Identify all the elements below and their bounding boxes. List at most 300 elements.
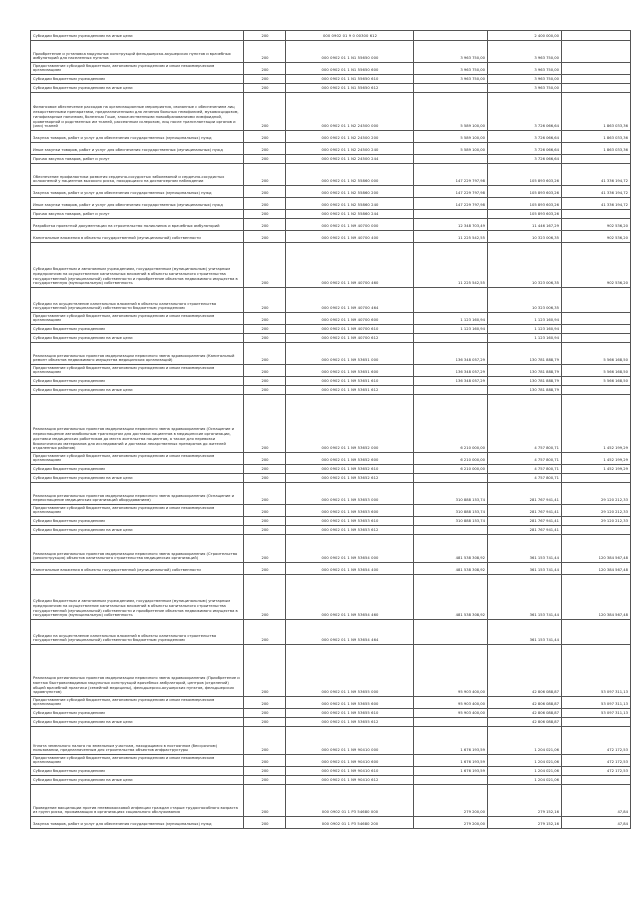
row-approved-cell: 1 676 193,59 xyxy=(414,727,488,755)
table-row xyxy=(31,465,631,474)
row-unexecuted-cell xyxy=(562,41,631,63)
row-classification-cell: 000 0902 01 1 N9 40700 612 xyxy=(286,334,414,343)
row-executed-cell: 3 726 066,64 xyxy=(488,143,562,155)
row-classification-cell: 000 0902 01 1 N9 90410 610 xyxy=(286,767,414,776)
row-unexecuted-cell xyxy=(562,386,631,395)
row-code-cell: 200 xyxy=(244,243,286,288)
row-classification-cell: 000 0902 01 1 N9 40700 400 xyxy=(286,231,414,243)
row-approved-cell: 5 589 100,00 xyxy=(414,93,488,131)
row-name-cell: Субсидии на осуществление капитальных вложений в объекты капитального строительства государственной (муниципальной) собственности бюджетным учреждениям xyxy=(31,620,244,645)
row-executed-cell: 3 963 750,00 xyxy=(488,63,562,75)
row-approved-cell: 310 888 153,74 xyxy=(414,517,488,526)
row-code-cell: 200 xyxy=(244,727,286,755)
table-row xyxy=(31,155,631,164)
row-code-cell: 200 xyxy=(244,817,286,829)
row-code-cell: 200 xyxy=(244,75,286,84)
table-row xyxy=(31,31,631,41)
table-row xyxy=(31,84,631,93)
row-executed-cell: 1 123 160,94 xyxy=(488,334,562,343)
row-executed-cell: 4 757 800,71 xyxy=(488,474,562,483)
row-approved-cell: 279 200,00 xyxy=(414,785,488,817)
row-unexecuted-cell: 902 536,20 xyxy=(562,231,631,243)
row-executed-cell: 3 726 066,64 xyxy=(488,131,562,143)
table-row xyxy=(31,483,631,505)
table-row xyxy=(31,41,631,63)
table-row xyxy=(31,343,631,365)
row-unexecuted-cell: 29 120 212,33 xyxy=(562,483,631,505)
row-executed-cell: 3 963 750,00 xyxy=(488,84,562,93)
row-approved-cell: 95 903 400,00 xyxy=(414,697,488,709)
row-executed-cell: 4 757 800,71 xyxy=(488,453,562,465)
row-unexecuted-cell: 1 452 199,29 xyxy=(562,465,631,474)
row-name-cell: Субсидии на осуществление капитальных вложений в объекты капитального строительства государственной (муниципальной) собственности бюджетным учреждениям xyxy=(31,288,244,313)
row-approved-cell: 6 210 000,00 xyxy=(414,465,488,474)
row-code-cell: 200 xyxy=(244,526,286,535)
row-name-cell: Закупка товаров, работ и услуг для обеспечения государственных (муниципальных) нужд xyxy=(31,817,244,829)
row-unexecuted-cell: 1 452 199,29 xyxy=(562,395,631,453)
table-row xyxy=(31,143,631,155)
row-classification-cell: 000 0902 01 1 N1 55650 610 xyxy=(286,75,414,84)
row-approved-cell: 1 676 193,59 xyxy=(414,755,488,767)
row-unexecuted-cell: 41 336 194,72 xyxy=(562,164,631,186)
table-row xyxy=(31,231,631,243)
row-unexecuted-cell xyxy=(562,288,631,313)
row-classification-cell: 000 0902 01 1 N9 53655 000 xyxy=(286,645,414,697)
table-row xyxy=(31,755,631,767)
row-code-cell: 200 xyxy=(244,63,286,75)
row-approved-cell: 147 229 797,98 xyxy=(414,186,488,198)
row-code-cell: 200 xyxy=(244,767,286,776)
row-name-cell: Субсидии бюджетным учреждениям xyxy=(31,75,244,84)
row-code-cell: 200 xyxy=(244,155,286,164)
table-row xyxy=(31,709,631,718)
row-unexecuted-cell: 29 120 212,33 xyxy=(562,505,631,517)
row-name-cell: Субсидии бюджетным и автономным учреждениям, государственным (муниципальным) унитарным предприятиям на осуществление капитальных вложений в объекты капитального строительства государственной (муниципальной) собственности и приобретение объектов недвижимого имущества в государственную (муниципальную) собственность xyxy=(31,243,244,288)
row-code-cell: 200 xyxy=(244,334,286,343)
table-row xyxy=(31,645,631,697)
row-unexecuted-cell: 472 172,53 xyxy=(562,767,631,776)
row-approved-cell: 3 963 750,00 xyxy=(414,75,488,84)
row-executed-cell: 130 781 888,79 xyxy=(488,386,562,395)
row-name-cell: Приобретение и установка модульных конструкций фельдшерско-акушерских пунктов и врачебных амбулаторий для населенных пунктов xyxy=(31,41,244,63)
row-name-cell: Субсидии бюджетным учреждениям на иные цели xyxy=(31,84,244,93)
budget-execution-table xyxy=(30,30,631,829)
row-code-cell: 200 xyxy=(244,453,286,465)
row-approved-cell xyxy=(414,386,488,395)
row-classification-cell: 000 0902 01 9 0 00300 612 xyxy=(286,31,414,41)
table-row xyxy=(31,453,631,465)
row-unexecuted-cell xyxy=(562,718,631,727)
row-code-cell: 200 xyxy=(244,210,286,219)
row-approved-cell: 95 903 400,00 xyxy=(414,645,488,697)
row-unexecuted-cell: 1 863 033,36 xyxy=(562,143,631,155)
row-unexecuted-cell: 53 097 311,13 xyxy=(562,645,631,697)
row-approved-cell: 3 963 750,00 xyxy=(414,41,488,63)
row-name-cell: Субсидии бюджетным учреждениям xyxy=(31,465,244,474)
table-row xyxy=(31,210,631,219)
row-executed-cell: 361 153 741,44 xyxy=(488,620,562,645)
row-approved-cell: 11 225 542,55 xyxy=(414,243,488,288)
row-classification-cell: 000 0902 01 1 N9 53651 610 xyxy=(286,377,414,386)
table-row xyxy=(31,377,631,386)
row-approved-cell: 310 888 153,74 xyxy=(414,505,488,517)
row-executed-cell: 281 767 941,41 xyxy=(488,526,562,535)
row-classification-cell: 000 0902 01 1 N9 53655 610 xyxy=(286,709,414,718)
row-executed-cell: 4 757 800,71 xyxy=(488,465,562,474)
table-row xyxy=(31,219,631,231)
table-row xyxy=(31,620,631,645)
row-name-cell: Проведение вакцинации против пневмококковой инфекции граждан старше трудоспособного возраста из групп риска, проживающих в организациях социального обслуживания xyxy=(31,785,244,817)
row-unexecuted-cell: 41 336 194,72 xyxy=(562,186,631,198)
row-unexecuted-cell: 53 097 311,13 xyxy=(562,697,631,709)
row-code-cell: 200 xyxy=(244,131,286,143)
row-code-cell: 200 xyxy=(244,41,286,63)
row-name-cell: Предоставление субсидий бюджетным, автономным учреждениям и иным некоммерческим организациям xyxy=(31,63,244,75)
row-name-cell: Капитальные вложения в объекты государственной (муниципальной) собственности xyxy=(31,231,244,243)
row-executed-cell: 361 153 741,44 xyxy=(488,535,562,563)
table-row xyxy=(31,526,631,535)
row-code-cell: 200 xyxy=(244,755,286,767)
row-executed-cell: 105 893 603,26 xyxy=(488,186,562,198)
table-row xyxy=(31,63,631,75)
row-approved-cell xyxy=(414,288,488,313)
row-name-cell: Субсидии бюджетным учреждениям xyxy=(31,517,244,526)
row-code-cell: 200 xyxy=(244,313,286,325)
row-classification-cell: 000 0902 01 1 N9 53652 612 xyxy=(286,474,414,483)
row-approved-cell: 1 123 160,94 xyxy=(414,313,488,325)
row-approved-cell xyxy=(414,526,488,535)
row-classification-cell: 000 0902 01 1 N9 40700 000 xyxy=(286,219,414,231)
row-executed-cell: 281 767 941,41 xyxy=(488,483,562,505)
row-unexecuted-cell: 53 097 311,13 xyxy=(562,709,631,718)
row-approved-cell: 3 963 750,00 xyxy=(414,63,488,75)
row-unexecuted-cell: 472 172,53 xyxy=(562,755,631,767)
row-executed-cell: 10 323 006,35 xyxy=(488,243,562,288)
row-code-cell: 200 xyxy=(244,620,286,645)
row-approved-cell: 481 538 308,92 xyxy=(414,563,488,575)
row-code-cell: 200 xyxy=(244,535,286,563)
row-approved-cell: 147 229 797,98 xyxy=(414,198,488,210)
row-unexecuted-cell: 472 172,53 xyxy=(562,727,631,755)
row-name-cell: Субсидии бюджетным учреждениям на иные цели xyxy=(31,334,244,343)
row-unexecuted-cell: 902 536,20 xyxy=(562,243,631,288)
row-classification-cell: 000 0902 01 1 N9 40700 610 xyxy=(286,325,414,334)
table-row xyxy=(31,517,631,526)
row-classification-cell: 000 0902 01 1 N9 53654 464 xyxy=(286,620,414,645)
row-approved-cell xyxy=(414,84,488,93)
row-code-cell: 200 xyxy=(244,198,286,210)
row-classification-cell: 000 0902 01 1 N9 53653 610 xyxy=(286,517,414,526)
row-approved-cell: 481 538 308,92 xyxy=(414,575,488,620)
table-row xyxy=(31,198,631,210)
table-row xyxy=(31,776,631,785)
row-approved-cell xyxy=(414,31,488,41)
row-name-cell: Предоставление субсидий бюджетным, автономным учреждениям и иным некоммерческим организациям xyxy=(31,697,244,709)
row-unexecuted-cell xyxy=(562,155,631,164)
row-unexecuted-cell xyxy=(562,474,631,483)
row-code-cell: 200 xyxy=(244,465,286,474)
row-classification-cell: 000 0902 01 1 N2 55860 000 xyxy=(286,164,414,186)
row-name-cell: Обеспечение профилактики развития сердечно-сосудистых заболеваний и сердечно-сосудистых осложнений у пациентов высокого риска, находящихся на диспансерном наблюдении xyxy=(31,164,244,186)
row-name-cell: Субсидии бюджетным учреждениям xyxy=(31,709,244,718)
row-classification-cell: 000 0902 01 1 N9 53652 610 xyxy=(286,465,414,474)
row-classification-cell: 000 0902 01 1 N9 53651 000 xyxy=(286,343,414,365)
row-executed-cell: 105 893 603,26 xyxy=(488,198,562,210)
row-classification-cell: 000 0902 01 1 N9 53652 000 xyxy=(286,395,414,453)
row-name-cell: Субсидии бюджетным учреждениям на иные цели xyxy=(31,526,244,535)
row-unexecuted-cell: 5 566 168,50 xyxy=(562,377,631,386)
row-name-cell: Иные закупки товаров, работ и услуг для обеспечения государственных (муниципальных) нужд xyxy=(31,143,244,155)
row-classification-cell: 000 0902 01 1 N2 24500 244 xyxy=(286,155,414,164)
row-classification-cell: 000 0902 01 1 N2 55860 240 xyxy=(286,198,414,210)
row-unexecuted-cell: 5 566 168,50 xyxy=(562,343,631,365)
row-classification-cell: 000 0902 01 1 N2 55860 200 xyxy=(286,186,414,198)
row-approved-cell: 1 676 193,59 xyxy=(414,767,488,776)
row-name-cell: Предоставление субсидий бюджетным, автономным учреждениям и иным некоммерческим организациям xyxy=(31,505,244,517)
row-approved-cell xyxy=(414,210,488,219)
row-code-cell: 200 xyxy=(244,785,286,817)
row-classification-cell: 000 0902 01 1 N9 53651 612 xyxy=(286,386,414,395)
row-name-cell: Предоставление субсидий бюджетным, автономным учреждениям и иным некоммерческим организациям xyxy=(31,313,244,325)
row-approved-cell: 279 200,00 xyxy=(414,817,488,829)
table-row xyxy=(31,334,631,343)
row-executed-cell: 130 781 888,79 xyxy=(488,343,562,365)
row-code-cell: 200 xyxy=(244,645,286,697)
row-approved-cell xyxy=(414,776,488,785)
row-unexecuted-cell xyxy=(562,526,631,535)
row-approved-cell: 136 348 057,29 xyxy=(414,377,488,386)
row-name-cell: Прочая закупка товаров, работ и услуг xyxy=(31,210,244,219)
row-executed-cell: 1 204 021,06 xyxy=(488,776,562,785)
row-code-cell: 200 xyxy=(244,31,286,41)
row-name-cell: Предоставление субсидий бюджетным, автономным учреждениям и иным некоммерческим организациям xyxy=(31,453,244,465)
row-classification-cell: 000 0902 01 1 N9 40700 600 xyxy=(286,313,414,325)
row-classification-cell: 000 0902 01 1 N9 53654 460 xyxy=(286,575,414,620)
row-executed-cell: 281 767 941,41 xyxy=(488,505,562,517)
table-row xyxy=(31,718,631,727)
row-name-cell: Иные закупки товаров, работ и услуг для обеспечения государственных (муниципальных) нужд xyxy=(31,198,244,210)
row-approved-cell: 11 225 542,55 xyxy=(414,231,488,243)
row-unexecuted-cell: 47,84 xyxy=(562,817,631,829)
row-classification-cell: 000 0902 01 1 N9 53655 600 xyxy=(286,697,414,709)
report-page xyxy=(30,30,630,829)
row-code-cell: 200 xyxy=(244,84,286,93)
row-executed-cell: 3 726 066,64 xyxy=(488,93,562,131)
row-code-cell: 200 xyxy=(244,517,286,526)
row-name-cell: Реализация региональных проектов модернизации первичного звена здравоохранения (Приобретение и монтаж быстровозводимых модульных конструкций врачебных амбулаторий, центров (отделений) общей врачебной практики (семейной медицины), фельдшерско-акушерских пунктов, фельдшерских здравпунктов) xyxy=(31,645,244,697)
row-classification-cell: 000 0902 01 1 N9 53653 000 xyxy=(286,483,414,505)
row-unexecuted-cell: 1 452 199,29 xyxy=(562,453,631,465)
row-name-cell: Субсидии бюджетным учреждениям xyxy=(31,767,244,776)
row-code-cell: 200 xyxy=(244,386,286,395)
row-name-cell: Субсидии бюджетным учреждениям xyxy=(31,377,244,386)
row-approved-cell: 5 589 100,00 xyxy=(414,143,488,155)
row-unexecuted-cell xyxy=(562,210,631,219)
row-name-cell: Субсидии бюджетным учреждениям на иные цели xyxy=(31,718,244,727)
row-name-cell: Финансовое обеспечение расходов на организационные мероприятия, связанные с обеспечением лиц лекарственными препаратами, предназначенными для лечения больных гемофилией, муковисцидозом, гипофизарным нанизмом, болезнью Гоше, злокачественными новообразованиями лимфоидной, кроветворной и родственных им тканей, рассеянным склерозом, лиц после трансплантации органов и (или) тканей xyxy=(31,93,244,131)
row-name-cell: Реализация региональных проектов модернизации первичного звена здравоохранения (Строительство (реконструкция) объектов капитального строительства медицинских организаций) xyxy=(31,535,244,563)
row-classification-cell: 000 0902 01 1 N2 24500 240 xyxy=(286,143,414,155)
row-executed-cell: 279 152,16 xyxy=(488,785,562,817)
table-row xyxy=(31,727,631,755)
row-executed-cell: 130 781 888,79 xyxy=(488,377,562,386)
row-name-cell: Субсидии бюджетным учреждениям xyxy=(31,325,244,334)
row-executed-cell: 42 806 088,87 xyxy=(488,697,562,709)
row-code-cell: 200 xyxy=(244,395,286,453)
table-row xyxy=(31,395,631,453)
row-name-cell: Уплата земельного налога по земельным участкам, находящимся в постоянном (бессрочном) пользовании, предназначенным для строительства объектов инфраструктуры xyxy=(31,727,244,755)
row-classification-cell: 000 0902 01 1 N2 24500 000 xyxy=(286,93,414,131)
row-code-cell: 200 xyxy=(244,776,286,785)
row-classification-cell: 000 0902 01 1 N9 53653 612 xyxy=(286,526,414,535)
row-classification-cell: 000 0902 01 1 P3 54680 000 xyxy=(286,785,414,817)
row-code-cell: 200 xyxy=(244,143,286,155)
row-name-cell: Прочая закупка товаров, работ и услуг xyxy=(31,155,244,164)
row-classification-cell: 000 0902 01 1 N9 90410 000 xyxy=(286,727,414,755)
row-executed-cell: 3 963 750,00 xyxy=(488,41,562,63)
row-unexecuted-cell xyxy=(562,31,631,41)
row-approved-cell: 12 348 703,49 xyxy=(414,219,488,231)
table-row xyxy=(31,325,631,334)
row-classification-cell: 000 0902 01 1 N1 55650 612 xyxy=(286,84,414,93)
row-name-cell: Субсидии бюджетным учреждениям на иные цели xyxy=(31,776,244,785)
row-unexecuted-cell xyxy=(562,776,631,785)
row-classification-cell: 000 0902 01 1 N1 55650 600 xyxy=(286,63,414,75)
row-unexecuted-cell: 120 384 567,48 xyxy=(562,563,631,575)
table-row xyxy=(31,767,631,776)
row-executed-cell: 3 726 066,64 xyxy=(488,155,562,164)
row-unexecuted-cell xyxy=(562,325,631,334)
row-executed-cell: 42 806 088,87 xyxy=(488,709,562,718)
row-classification-cell: 000 0902 01 1 N9 90410 600 xyxy=(286,755,414,767)
row-code-cell: 200 xyxy=(244,186,286,198)
row-approved-cell xyxy=(414,718,488,727)
row-executed-cell: 4 757 800,71 xyxy=(488,395,562,453)
row-name-cell: Закупка товаров, работ и услуг для обеспечения государственных (муниципальных) нужд xyxy=(31,131,244,143)
table-row xyxy=(31,386,631,395)
row-name-cell: Предоставление субсидий бюджетным, автономным учреждениям и иным некоммерческим организациям xyxy=(31,365,244,377)
row-approved-cell: 136 348 057,29 xyxy=(414,365,488,377)
row-executed-cell: 1 204 021,06 xyxy=(488,727,562,755)
row-code-cell: 200 xyxy=(244,505,286,517)
row-executed-cell: 105 893 603,26 xyxy=(488,164,562,186)
table-body xyxy=(31,31,631,829)
table-row xyxy=(31,93,631,131)
row-code-cell: 200 xyxy=(244,93,286,131)
row-executed-cell: 361 153 741,44 xyxy=(488,563,562,575)
row-executed-cell: 42 806 088,87 xyxy=(488,645,562,697)
row-executed-cell: 361 153 741,44 xyxy=(488,575,562,620)
row-executed-cell: 2 400 000,00 xyxy=(488,31,562,41)
row-code-cell: 200 xyxy=(244,343,286,365)
row-executed-cell: 1 204 021,06 xyxy=(488,755,562,767)
row-name-cell: Субсидии бюджетным учреждениям на иные цели xyxy=(31,31,244,41)
row-classification-cell: 000 0902 01 1 N9 40700 460 xyxy=(286,243,414,288)
table-row xyxy=(31,474,631,483)
table-row xyxy=(31,563,631,575)
row-executed-cell: 1 204 021,06 xyxy=(488,767,562,776)
row-code-cell: 200 xyxy=(244,474,286,483)
row-name-cell: Реализация региональных проектов модернизации первичного звена здравоохранения (Капитальный ремонт объектов недвижимого имущества медицинских организаций) xyxy=(31,343,244,365)
row-name-cell: Субсидии бюджетным и автономным учреждениям, государственным (муниципальным) унитарным предприятиям на осуществление капитальных вложений в объекты капитального строительства государственной (муниципальной) собственности и приобретение объектов недвижимого имущества в государственную (муниципальную) собственность xyxy=(31,575,244,620)
row-executed-cell: 1 123 160,94 xyxy=(488,313,562,325)
row-code-cell: 200 xyxy=(244,231,286,243)
row-name-cell: Предоставление субсидий бюджетным, автономным учреждениям и иным некоммерческим организациям xyxy=(31,755,244,767)
row-name-cell: Реализация региональных проектов модернизации первичного звена здравоохранения (Оснащение и переоснащение медицинских организаций оборудованием) xyxy=(31,483,244,505)
row-unexecuted-cell xyxy=(562,84,631,93)
table-row xyxy=(31,575,631,620)
row-unexecuted-cell: 120 384 567,48 xyxy=(562,535,631,563)
row-unexecuted-cell: 47,84 xyxy=(562,785,631,817)
table-row xyxy=(31,817,631,829)
row-approved-cell: 95 903 400,00 xyxy=(414,709,488,718)
row-unexecuted-cell: 1 863 033,36 xyxy=(562,131,631,143)
row-code-cell: 200 xyxy=(244,325,286,334)
row-unexecuted-cell: 5 566 168,50 xyxy=(562,365,631,377)
row-code-cell: 200 xyxy=(244,575,286,620)
row-code-cell: 200 xyxy=(244,718,286,727)
table-row xyxy=(31,131,631,143)
row-approved-cell: 481 538 308,92 xyxy=(414,535,488,563)
table-row xyxy=(31,75,631,84)
row-approved-cell: 6 210 000,00 xyxy=(414,395,488,453)
table-row xyxy=(31,505,631,517)
row-classification-cell: 000 0902 01 1 N9 53654 400 xyxy=(286,563,414,575)
row-classification-cell: 000 0902 01 1 N9 90410 612 xyxy=(286,776,414,785)
row-approved-cell: 6 210 000,00 xyxy=(414,453,488,465)
table-row xyxy=(31,365,631,377)
row-code-cell: 200 xyxy=(244,697,286,709)
row-approved-cell: 5 589 100,00 xyxy=(414,131,488,143)
row-code-cell: 200 xyxy=(244,288,286,313)
row-approved-cell xyxy=(414,334,488,343)
row-name-cell: Реализация региональных проектов модернизации первичного звена здравоохранения (Оснащение и переоснащение автомобильным транспортом для доставки пациентов в медицинские организации, доставки медицинских работников до места жительства пациентов, а также для перевозки биологических материалов для исследований и доставки лекарственных препаратов до жителей отдаленных районов) xyxy=(31,395,244,453)
row-executed-cell: 130 781 888,79 xyxy=(488,365,562,377)
row-name-cell: Капитальные вложения в объекты государственной (муниципальной) собственности xyxy=(31,563,244,575)
row-approved-cell xyxy=(414,155,488,164)
row-unexecuted-cell: 120 384 567,48 xyxy=(562,575,631,620)
row-executed-cell: 10 323 006,35 xyxy=(488,288,562,313)
row-approved-cell: 136 348 057,29 xyxy=(414,343,488,365)
row-executed-cell: 281 767 941,41 xyxy=(488,517,562,526)
row-classification-cell: 000 0902 01 1 N2 55860 244 xyxy=(286,210,414,219)
row-executed-cell: 279 152,16 xyxy=(488,817,562,829)
row-unexecuted-cell xyxy=(562,620,631,645)
row-classification-cell: 000 0902 01 1 N9 53653 600 xyxy=(286,505,414,517)
row-classification-cell: 000 0902 01 1 N9 53652 600 xyxy=(286,453,414,465)
table-row xyxy=(31,243,631,288)
row-classification-cell: 000 0902 01 1 N9 53651 600 xyxy=(286,365,414,377)
row-code-cell: 200 xyxy=(244,164,286,186)
row-classification-cell: 000 0902 01 1 P3 54680 200 xyxy=(286,817,414,829)
row-code-cell: 200 xyxy=(244,563,286,575)
row-code-cell: 200 xyxy=(244,377,286,386)
row-unexecuted-cell xyxy=(562,334,631,343)
row-unexecuted-cell xyxy=(562,63,631,75)
row-name-cell: Разработка проектной документации на строительство поликлиник и врачебных амбулаторий xyxy=(31,219,244,231)
row-code-cell: 200 xyxy=(244,219,286,231)
table-row xyxy=(31,313,631,325)
row-classification-cell: 000 0902 01 1 N9 40700 464 xyxy=(286,288,414,313)
row-executed-cell: 1 123 160,94 xyxy=(488,325,562,334)
table-row xyxy=(31,164,631,186)
table-row xyxy=(31,535,631,563)
row-executed-cell: 42 806 088,87 xyxy=(488,718,562,727)
row-name-cell: Закупка товаров, работ и услуг для обеспечения государственных (муниципальных) нужд xyxy=(31,186,244,198)
row-unexecuted-cell: 29 120 212,33 xyxy=(562,517,631,526)
row-classification-cell: 000 0902 01 1 N9 53654 000 xyxy=(286,535,414,563)
table-row xyxy=(31,697,631,709)
